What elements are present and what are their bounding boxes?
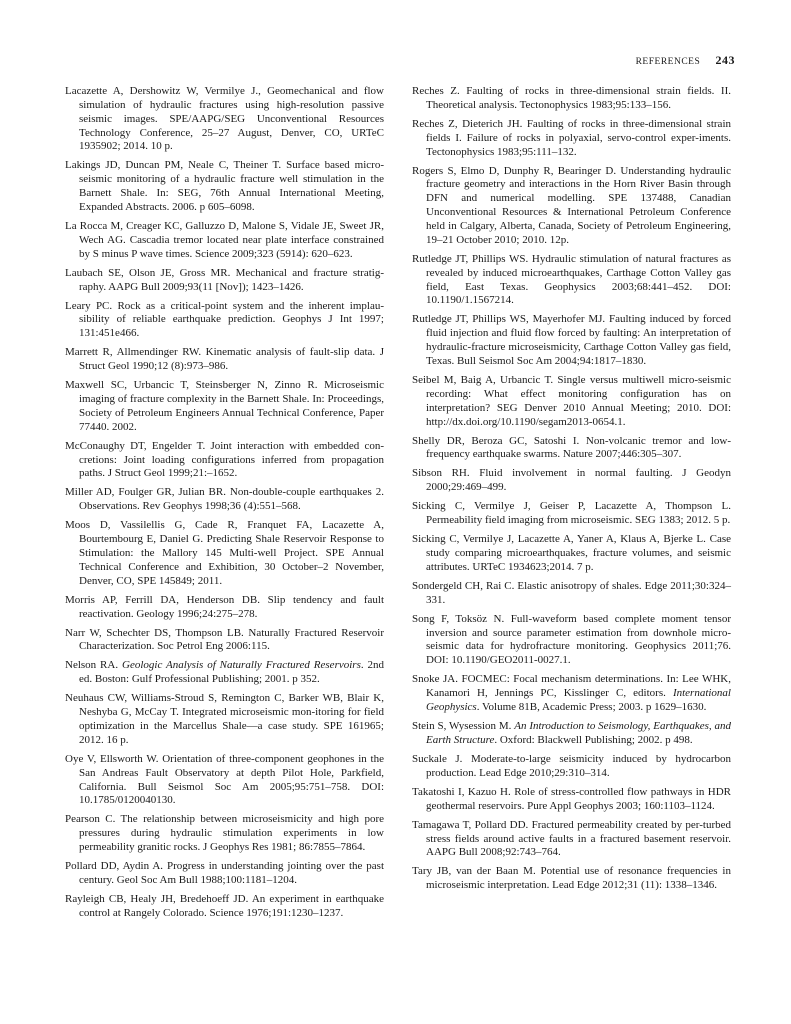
reference-entry <box>412 500 731 528</box>
reference-pre-text: Lacazette A, Dershowitz W, Vermilye J., Geomechanical and flow simulation of hydraulic fractures using high-resolution passive seismic images. SPE/AAPG/SEG Unconventional Resources Technology Conference, 25–27 August, Denver, CO, URTeC 1935902; 2014. 10 p. <box>65 85 384 153</box>
reference-pre-text: Seibel M, Baig A, Urbancic T. Single versus multiwell micro-seismic recording: What effect monitoring configuration has on interpretation? SEG Denver 2010 Annual Meeting; 2010. DOI: http://dx.doi.org/10.1190/segam2013-0654.1. <box>412 373 731 428</box>
reference-italic-text: Geologic Analysis of Naturally Fractured Reservoirs <box>122 659 361 672</box>
references-left-column <box>65 85 384 926</box>
reference-entry <box>65 813 384 855</box>
reference-pre-text: La Rocca M, Creager KC, Galluzzo D, Malone S, Vidale JE, Sweet JR, Wech AG. Cascadia tremor located near plate interface constrained by S minus P wave times. Science 2009;323 (5914): 620–623. <box>65 219 384 260</box>
reference-entry <box>412 435 731 463</box>
reference-entry <box>65 627 384 655</box>
reference-entry <box>65 753 384 808</box>
reference-pre-text: Lakings JD, Duncan PM, Neale C, Theiner T. Surface based micro-seismic monitoring of a hydraulic fracture well stimulation in the Barnett Shale. In: SEG, 76th Annual International Meeting, Expanded Abstracts. 2006. p 605–6098. <box>65 159 384 213</box>
reference-pre-text: Song F, Toksöz N. Full-waveform based complete moment tensor inversion and source parameter estimation from downhole micro-seismic data for hydrofracture monitoring. Geophysics 2011;76. DOI: 10.1190/GEO2011-0027.1. <box>412 612 731 667</box>
reference-entry <box>65 220 384 262</box>
reference-entry <box>65 159 384 214</box>
reference-pre-text: Takatoshi I, Kazuo H. Role of stress-controlled flow pathways in HDR geothermal reservoirs. Pure Appl Geophys 2003; 160:1103–1124. <box>412 785 731 812</box>
reference-pre-text: Rutledge JT, Phillips WS. Hydraulic stimulation of natural fractures as revealed by induced microearthquakes, Carthage Cotton Valley gas field, East Texas. Geophysics 2003;68:441–452. DOI: 10.1190/1.1567214. <box>412 252 731 307</box>
reference-pre-text: Sicking C, Vermilye J, Geiser P, Lacazette A, Thompson L. Permeability field imaging from microseismic. SEG 1383; 2012. 5 p. <box>412 500 731 527</box>
reference-post-text: . Volume 81B, Academic Press; 2003. p 1629–1630. <box>476 701 707 713</box>
reference-pre-text: Rutledge JT, Phillips WS, Mayerhofer MJ. Faulting induced by forced fluid injection and fluid flow forced by faulting: An interpretation of hydraulic-fracture microseismicity, Carthage Cotton Valley gas field, Texas. Bull Seismol Soc Am 2004;94:1817–1830. <box>412 313 731 367</box>
reference-entry <box>65 379 384 434</box>
page-number: 243 <box>715 53 735 67</box>
reference-pre-text: Maxwell SC, Urbancic T, Steinsberger N, Zinno R. Microseismic imaging of fracture complexity in the Barnett Shale. In: Proceedings, Society of Petroleum Engineers Annual Technical Conference, Paper 77440. 2002. <box>65 379 384 433</box>
reference-entry <box>412 313 731 368</box>
reference-entry <box>412 85 731 113</box>
reference-entry <box>65 692 384 747</box>
reference-pre-text: Nelson RA. <box>65 659 122 672</box>
reference-pre-text: Marrett R, Allmendinger RW. Kinematic analysis of fault-slip data. J Struct Geol 1990;12 (8):973–986. <box>65 346 384 373</box>
reference-entry <box>65 85 384 154</box>
reference-pre-text: Reches Z. Faulting of rocks in three-dimensional strain fields. II. Theoretical analysis. Tectonophysics 1983;95:133–156. <box>412 85 731 111</box>
reference-entry <box>65 300 384 342</box>
reference-pre-text: Sibson RH. Fluid involvement in normal faulting. J Geodyn 2000;29:469–499. <box>412 467 731 494</box>
reference-pre-text: Leary PC. Rock as a critical-point system and the inherent implau-sibility of reliable earthquake prediction. Geophys J Int 1997; 131:451e466. <box>65 299 384 340</box>
reference-entry <box>412 165 731 248</box>
reference-entry <box>412 720 731 748</box>
reference-pre-text: Rayleigh CB, Healy JH, Bredehoeff JD. An experiment in earthquake control at Rangely Colorado. Science 1976;191:1230–1237. <box>65 893 384 919</box>
section-title: REFERENCES <box>635 57 701 67</box>
reference-pre-text: Morris AP, Ferrill DA, Henderson DB. Slip tendency and fault reactivation. Geology 1996;24:275–278. <box>65 593 384 620</box>
reference-pre-text: Sicking C, Vermilye J, Lacazette A, Yaner A, Klaus A, Bjerke L. Case study comparing microearthquakes, fracture volumes, and seismic attributes. URTeC 1934623;2014. 7 p. <box>412 533 731 573</box>
reference-pre-text: Stein S, Wysession M. <box>412 720 515 733</box>
reference-entry <box>412 819 731 861</box>
reference-pre-text: Neuhaus CW, Williams-Stroud S, Remington C, Barker WB, Blair K, Neshyba G, McCay T. Integrated microseismic mon-itoring for field optimization in the Marcellus Shale—a case study. SPE 161965; 2012. 16 p. <box>65 692 384 746</box>
reference-pre-text: Snoke JA. FOCMEC: Focal mechanism determinations. In: Lee WHK, Kanamori H, Jennings PC, Kisslinger C, editors. <box>412 673 731 700</box>
reference-pre-text: Miller AD, Foulger GR, Julian BR. Non-double-couple earthquakes 2. Observations. Rev Geophys 1998;36 (4):551–568. <box>65 486 384 513</box>
reference-pre-text: McConaughy DT, Engelder T. Joint interaction with embedded con-cretions: Joint loading configurations inferred from propagation paths. J Struct Geol 1999;21:–1652. <box>65 439 384 480</box>
reference-entry <box>412 673 731 715</box>
reference-pre-text: Tary JB, van der Baan M. Potential use of resonance frequencies in microseismic interpretation. Lead Edge 2012;31 (11): 1338–1346. <box>412 865 731 892</box>
reference-entry <box>65 893 384 921</box>
reference-entry <box>412 467 731 495</box>
reference-pre-text: Rogers S, Elmo D, Dunphy R, Bearinger D. Understanding hydraulic fracture geometry and interactions in the Horn River Basin through DFN and numerical modelling. SPE 137488, Canadian Unconventional Resources & International Petroleum Conference held in Calgary, Alberta, Canada, Society of Petroleum Engineering, 19–21 October 2010; 2010. 12p. <box>412 164 731 246</box>
reference-entry <box>65 346 384 374</box>
reference-entry <box>412 533 731 575</box>
reference-pre-text: Shelly DR, Beroza GC, Satoshi I. Non-volcanic tremor and low-frequency earthquake swarms. Nature 2007;446:305–307. <box>412 434 731 461</box>
reference-entry <box>65 486 384 514</box>
reference-entry <box>65 659 384 687</box>
reference-pre-text: Reches Z, Dieterich JH. Faulting of rocks in three-dimensional strain fields I. Failure of rocks in polyaxial, servo-control exper-iments. Tectonophysics 1983;95:111–132. <box>412 117 731 158</box>
reference-entry <box>412 118 731 160</box>
reference-entry <box>65 594 384 622</box>
reference-entry <box>65 267 384 295</box>
reference-entry <box>412 753 731 781</box>
reference-pre-text: Sondergeld CH, Rai C. Elastic anisotropy of shales. Edge 2011;30:324–331. <box>412 579 731 606</box>
reference-entry <box>65 860 384 888</box>
reference-entry <box>65 440 384 482</box>
reference-pre-text: Suckale J. Moderate-to-large seismicity induced by hydrocarbon production. Lead Edge 2010;29:310–314. <box>412 752 731 779</box>
reference-entry <box>65 519 384 588</box>
reference-entry <box>412 786 731 814</box>
reference-entry <box>412 580 731 608</box>
reference-entry <box>412 253 731 308</box>
reference-pre-text: Narr W, Schechter DS, Thompson LB. Naturally Fractured Reservoir Characterization. Soc Petrol Eng 2006:115. <box>65 626 384 653</box>
running-header <box>636 53 735 68</box>
references-right-column <box>412 85 731 898</box>
reference-pre-text: Tamagawa T, Pollard DD. Fractured permeability created by per-turbed stress fields around active faults in a fractured basement reservoir. AAPG Bull 2008;92:743–764. <box>412 818 731 859</box>
reference-pre-text: Pollard DD, Aydin A. Progress in understanding jointing over the past century. Geol Soc Am Bull 1988;100:1181–1204. <box>65 860 384 887</box>
reference-post-text: . Oxford: Blackwell Publishing; 2002. p 498. <box>494 733 693 746</box>
reference-pre-text: Moos D, Vassilellis G, Cade R, Franquet FA, Lacazette A, Bourtembourg E, Daniel G. Predicting Shale Reservoir Response to Stimulation: the Mallory 145 Multi-well Project. SPE Annual Technical Conference and Exhibition, 30 October–2 November, Denver, CO, SPE 145849; 2011. <box>65 519 384 587</box>
reference-post-text: . 2nd ed. Boston: Gulf Professional Publishing; 2001. p 352. <box>79 659 384 686</box>
reference-pre-text: Laubach SE, Olson JE, Gross MR. Mechanical and fracture stratig-raphy. AAPG Bull 2009;93(11 [Nov]); 1423–1426. <box>65 266 384 293</box>
reference-pre-text: Pearson C. The relationship between microseismicity and high pore pressures during hydraulic stimulation experiments in low permeability granitic rocks. J Geophys Res 1981; 86:7855–7864. <box>65 813 384 854</box>
reference-pre-text: Oye V, Ellsworth W. Orientation of three-component geophones in the San Andreas Fault Observatory at depth Pilot Hole, Parkfield, California. Bull Seismol Soc Am 2005;95:751–758. DOI: 10.1785/0120040130. <box>65 752 384 807</box>
reference-entry <box>412 613 731 668</box>
reference-italic-text: International Geophysics <box>426 687 731 713</box>
reference-italic-text: An Introduction to Seismology, Earthquakes, and Earth Structure <box>426 720 731 746</box>
reference-entry <box>412 374 731 429</box>
reference-entry <box>412 865 731 893</box>
